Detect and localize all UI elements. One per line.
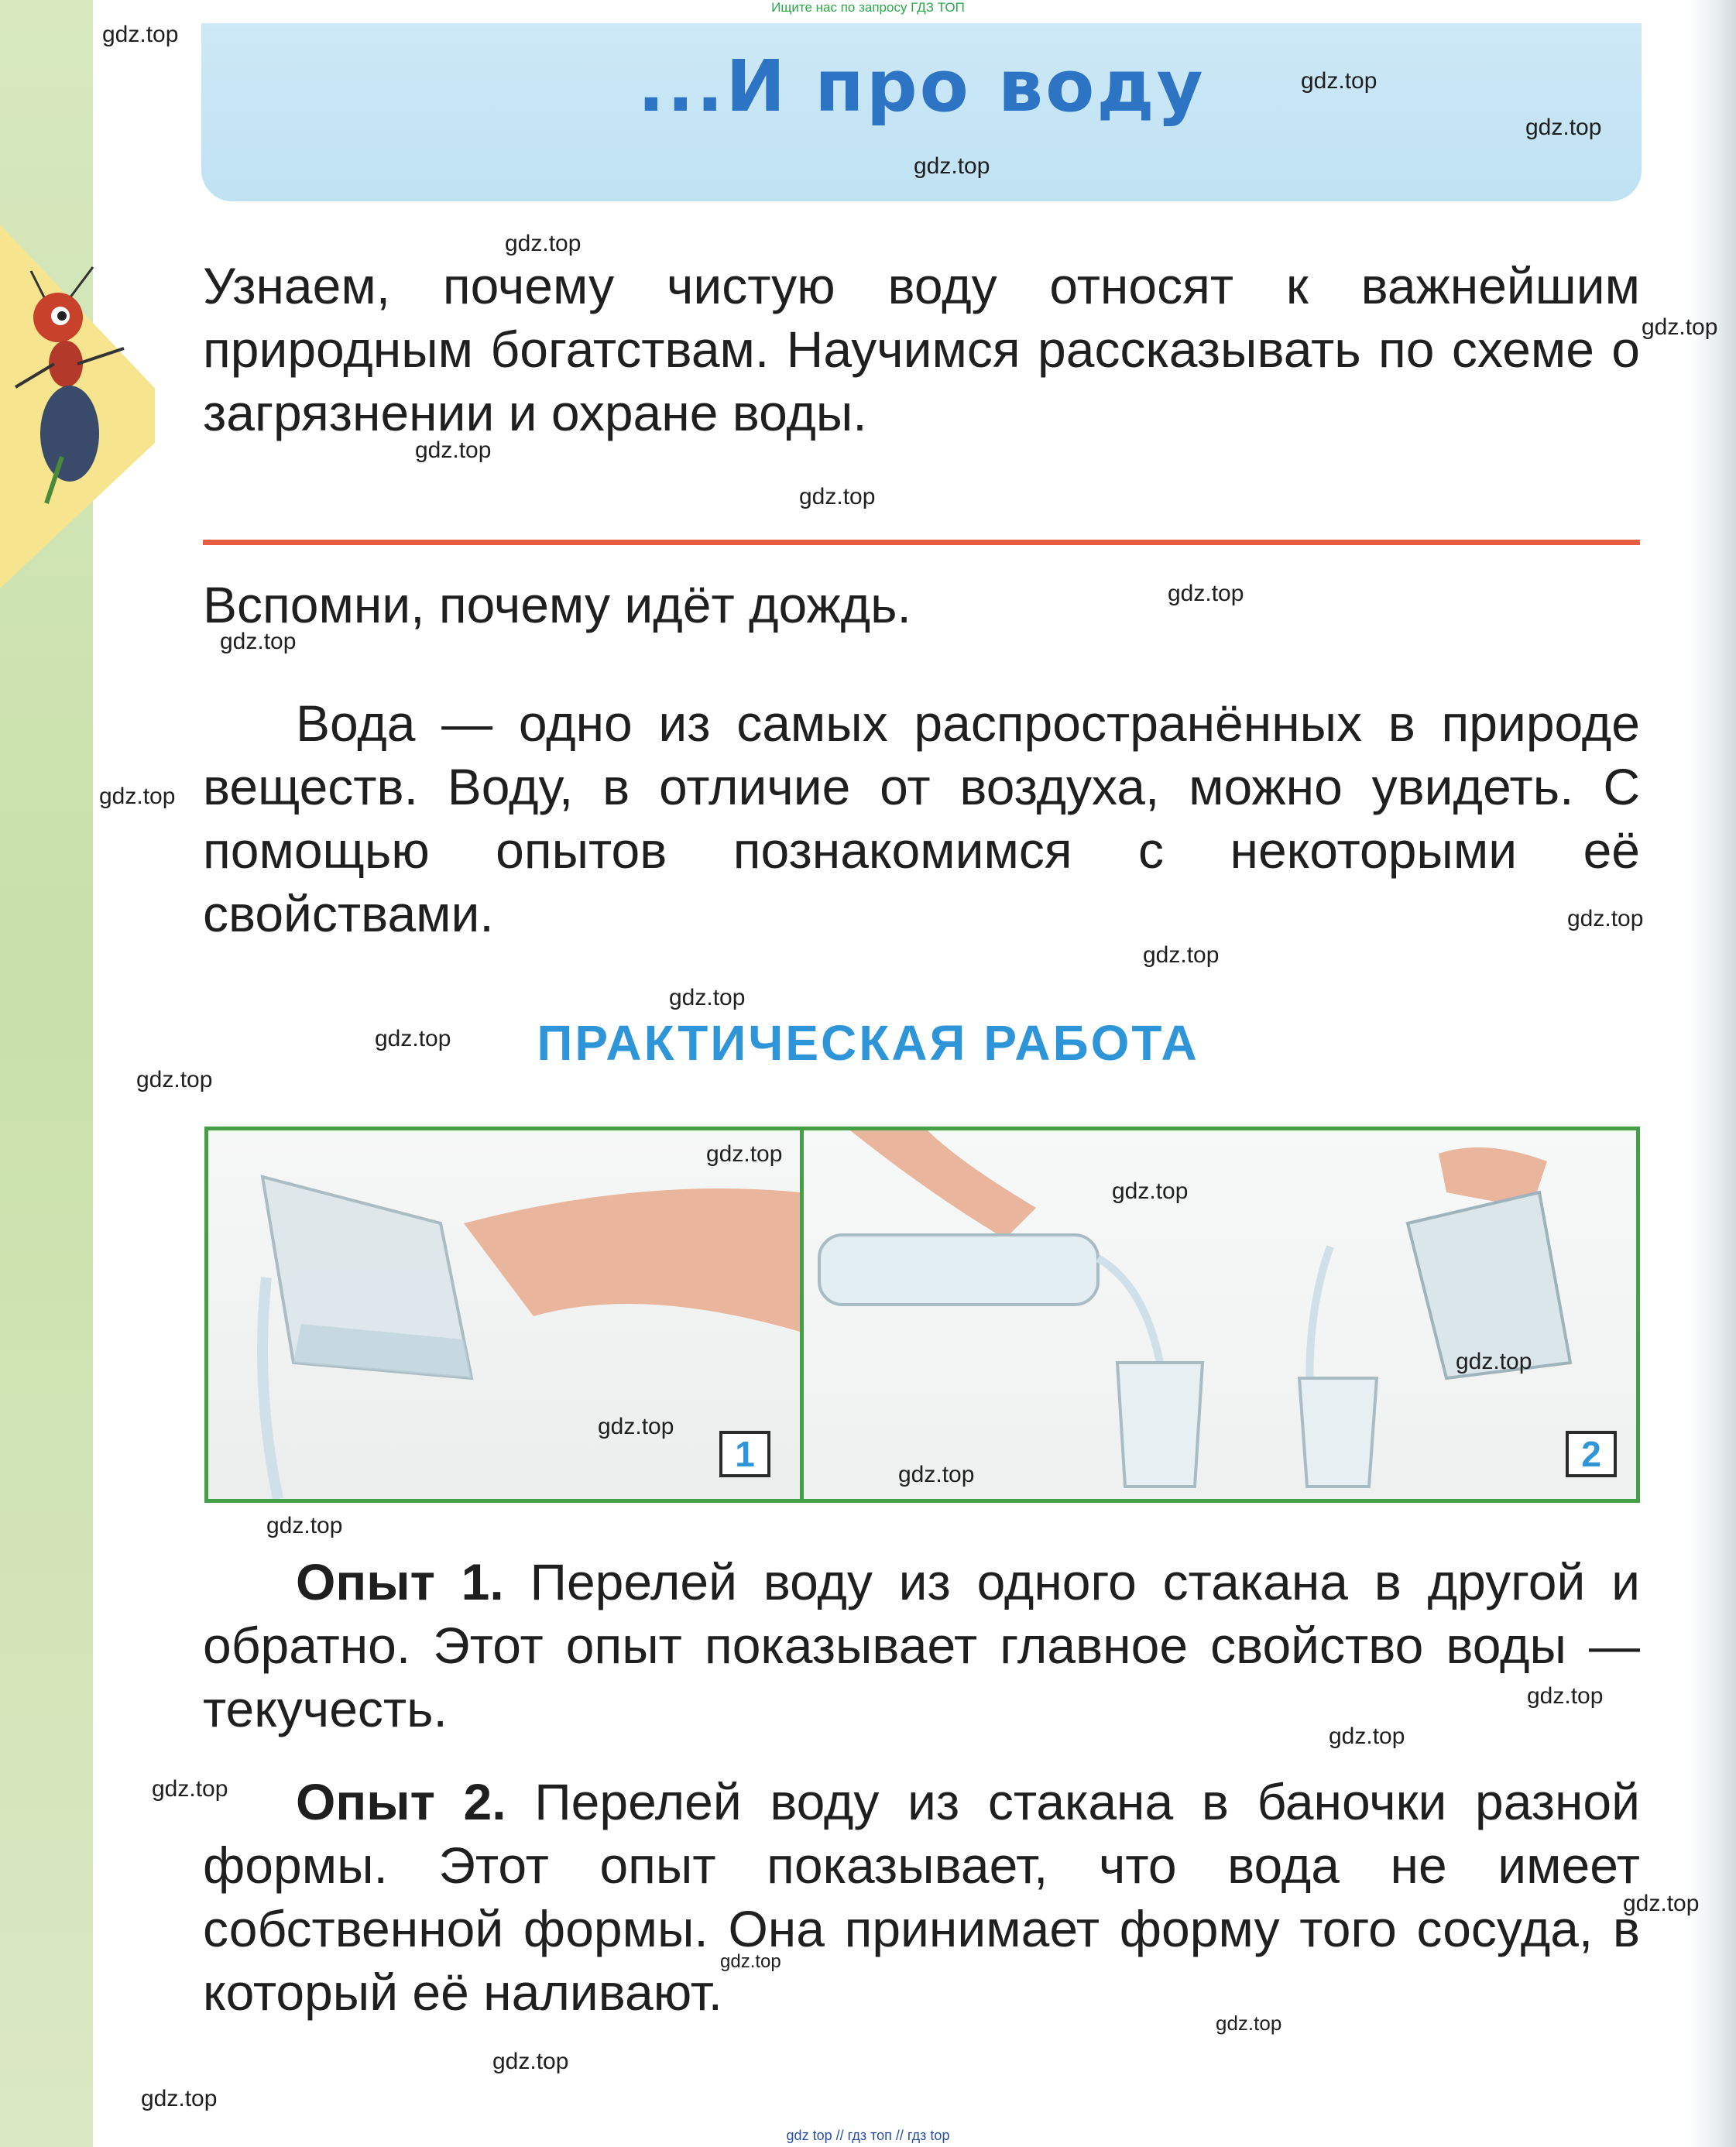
watermark: gdz.top [1525, 115, 1602, 140]
watermark: gdz.top [415, 437, 492, 463]
experiment-1-label: Опыт 1. [296, 1553, 504, 1610]
recall-question: Вспомни, почему идёт дождь. [203, 576, 911, 633]
watermark: gdz.top [1216, 2012, 1282, 2035]
watermark: gdz.top [898, 1462, 975, 1487]
watermark: gdz.top [1143, 942, 1220, 968]
experiment-2-paragraph [203, 1770, 1640, 2024]
section-heading: ПРАКТИЧЕСКАЯ РАБОТА [537, 1015, 1199, 1071]
experiment-2-text: Перелей воду из стакана в баночки разной формы. Этот опыт показывает, что вода не имеет собственной формы. Она принимает форму того сосуда, в который её наливают. [203, 1773, 1640, 2021]
watermark: gdz.top [266, 1513, 343, 1538]
photo-strip [204, 1127, 1640, 1503]
watermark: gdz.top [492, 2049, 569, 2074]
photo-2-number: 2 [1566, 1431, 1617, 1477]
experiment-1-paragraph [203, 1550, 1640, 1741]
watermark: gdz.top [1456, 1349, 1532, 1374]
pouring-bottle-jug-illustration [804, 1130, 1636, 1499]
page-title: ...И про воду [637, 45, 1206, 128]
watermark: gdz.top [799, 484, 876, 509]
watermark: gdz.top [99, 784, 176, 809]
watermark: gdz.top [1168, 581, 1244, 606]
watermark: gdz.top [1642, 314, 1718, 340]
pouring-glass-illustration [208, 1130, 800, 1499]
watermark: gdz.top [1329, 1723, 1405, 1749]
ant-mascot-icon [0, 256, 147, 511]
watermark: gdz.top [706, 1141, 783, 1167]
experiment-2-label: Опыт 2. [296, 1773, 506, 1830]
photo-pouring-bottle-jug [804, 1130, 1636, 1499]
watermark: gdz.top [102, 22, 179, 47]
watermark: gdz.top [720, 1951, 781, 1972]
top-search-note: Ищите нас по запросу ГДЗ ТОП [771, 0, 965, 15]
photo-1-number: 1 [719, 1431, 770, 1477]
watermark: gdz.top [1112, 1178, 1189, 1204]
watermark: gdz.top [669, 985, 746, 1010]
watermark: gdz.top [141, 2086, 218, 2111]
watermark: gdz.top [1623, 1891, 1700, 1916]
photo-pouring-glass [208, 1130, 804, 1499]
watermark: gdz.top [375, 1026, 451, 1051]
watermark: gdz.top [914, 153, 990, 179]
lesson-goals-paragraph: Узнаем, почему чистую воду относят к важнейшим природным богатствам. Научимся рассказывать по схеме о загрязнении и охране воды. [203, 257, 1640, 441]
watermark: gdz.top [1567, 906, 1644, 931]
body-paragraph: Вода — одно из самых распространённых в природе веществ. Воду, в отличие от воздуха, можно увидеть. С помощью опытов познакомимся с некоторыми её свойствами. [203, 695, 1640, 942]
watermark: gdz.top [220, 629, 297, 654]
watermark: gdz.top [136, 1067, 213, 1092]
experiment-1-text: Перелей воду из одного стакана в другой и обратно. Этот опыт показывает главное свойство воды — текучесть. [203, 1553, 1640, 1737]
watermark: gdz.top [505, 231, 582, 256]
red-divider [203, 540, 1640, 545]
watermark: gdz.top [598, 1414, 674, 1439]
bottom-watermark-note: gdz top // гдз топ // гдз top [786, 2128, 950, 2143]
watermark: gdz.top [1301, 68, 1377, 94]
watermark: gdz.top [1527, 1683, 1604, 1709]
watermark: gdz.top [152, 1776, 228, 1802]
